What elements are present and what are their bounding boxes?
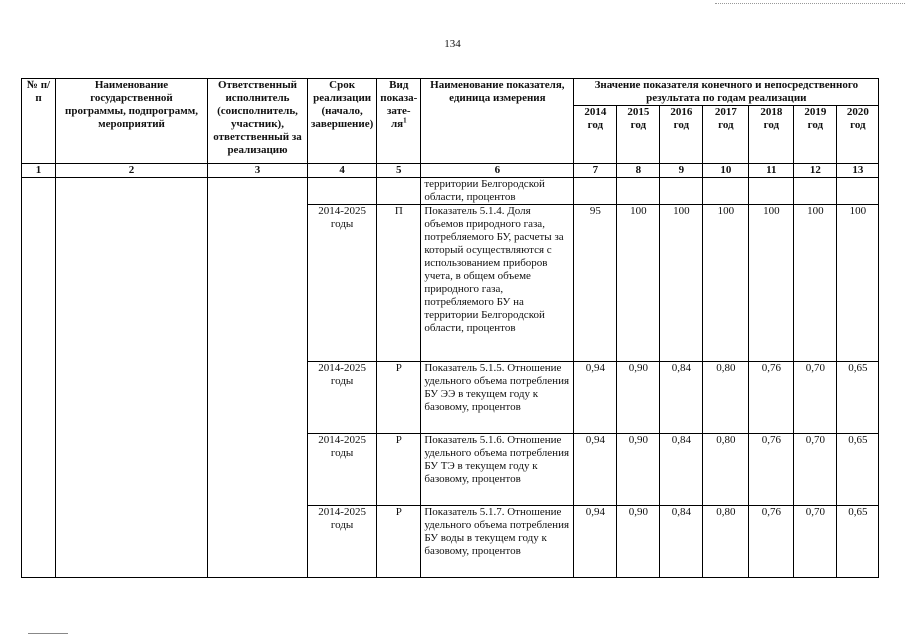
cell-indicator-type: П	[377, 205, 421, 362]
column-number-9: 10	[703, 164, 749, 178]
cell-value-2019: 0,70	[794, 362, 837, 434]
indicator-table	[21, 78, 879, 578]
cell-period: 2014-2025 годы	[308, 434, 377, 506]
page-number: 134	[444, 38, 461, 50]
header-year-4: 2018 год	[749, 106, 794, 164]
cell-value-2014: 95	[574, 205, 617, 362]
cell-value-2015	[617, 178, 660, 205]
cell-value-2017: 0,80	[703, 506, 749, 578]
cell-indicator-type: Р	[377, 362, 421, 434]
cell-value-2017: 0,80	[703, 362, 749, 434]
header-year-6: 2020 год	[837, 106, 879, 164]
column-number-10: 11	[749, 164, 794, 178]
cell-indicator-type: Р	[377, 434, 421, 506]
cell-value-2016: 0,84	[660, 506, 703, 578]
header-period: Срок реализации (начало, завершение)	[308, 79, 377, 164]
header-executor: Ответственный исполнитель (соисполнитель, участник), ответственный за реализацию	[208, 79, 308, 164]
header-program-name: Наименование государственной программы, подпрограмм, мероприятий	[56, 79, 208, 164]
cell-indicator-name: территории Белгородской области, процентов	[421, 178, 574, 205]
cell-value-2020: 0,65	[837, 506, 879, 578]
header-num: № п/п	[22, 79, 56, 164]
table-row	[22, 178, 879, 205]
header-year-3: 2017 год	[703, 106, 749, 164]
table-body	[22, 178, 879, 578]
column-number-12: 13	[837, 164, 879, 178]
cell-value-2015: 0,90	[617, 434, 660, 506]
cell-value-2016: 0,84	[660, 362, 703, 434]
scan-edge-mark	[715, 0, 905, 4]
cell-value-2015: 0,90	[617, 362, 660, 434]
column-number-1: 2	[56, 164, 208, 178]
cell-value-2017: 0,80	[703, 434, 749, 506]
cell-period: 2014-2025 годы	[308, 362, 377, 434]
cell-program-empty	[56, 178, 208, 578]
column-number-4: 5	[377, 164, 421, 178]
footnote-mark: 1	[403, 116, 407, 125]
cell-value-2020: 0,65	[837, 434, 879, 506]
header-row-1	[22, 79, 879, 106]
column-number-7: 8	[617, 164, 660, 178]
cell-value-2018: 0,76	[749, 506, 794, 578]
column-number-6: 7	[574, 164, 617, 178]
cell-value-2014: 0,94	[574, 506, 617, 578]
cell-value-2020: 0,65	[837, 362, 879, 434]
cell-value-2016	[660, 178, 703, 205]
cell-value-2019: 100	[794, 205, 837, 362]
column-number-8: 9	[660, 164, 703, 178]
cell-value-2015: 0,90	[617, 506, 660, 578]
header-year-5: 2019 год	[794, 106, 837, 164]
cell-value-2018: 100	[749, 205, 794, 362]
header-year-0: 2014 год	[574, 106, 617, 164]
cell-indicator-type	[377, 178, 421, 205]
cell-value-2020	[837, 178, 879, 205]
column-number-2: 3	[208, 164, 308, 178]
cell-value-2015: 100	[617, 205, 660, 362]
cell-value-2018: 0,76	[749, 362, 794, 434]
cell-value-2014: 0,94	[574, 362, 617, 434]
header-values-group: Значение показателя конечного и непосредственного результата по годам реализации	[574, 79, 879, 106]
column-numbers-row	[22, 164, 879, 178]
header-indicator-name: Наименование показателя, единица измерения	[421, 79, 574, 164]
cell-indicator-name: Показатель 5.1.5. Отношение удельного объема потребления БУ ЭЭ в текущем году к базовому, процентов	[421, 362, 574, 434]
column-number-5: 6	[421, 164, 574, 178]
cell-value-2019: 0,70	[794, 434, 837, 506]
header-indicator-type-label: Вид показа-зате-ля	[380, 79, 418, 130]
cell-executor-empty	[208, 178, 308, 578]
header-year-1: 2015 год	[617, 106, 660, 164]
cell-value-2014	[574, 178, 617, 205]
cell-period: 2014-2025 годы	[308, 506, 377, 578]
cell-value-2016: 0,84	[660, 434, 703, 506]
header-year-2: 2016 год	[660, 106, 703, 164]
cell-indicator-name: Показатель 5.1.6. Отношение удельного объема потребления БУ ТЭ в текущем году к базовому, процентов	[421, 434, 574, 506]
column-number-0: 1	[22, 164, 56, 178]
cell-value-2014: 0,94	[574, 434, 617, 506]
cell-value-2020: 100	[837, 205, 879, 362]
column-number-3: 4	[308, 164, 377, 178]
cell-num-empty	[22, 178, 56, 578]
cell-indicator-name: Показатель 5.1.4. Доля объемов природного газа, потребляемого БУ, расчеты за который осуществляются с использованием приборов учета, в общем объеме природного газа, потребляемого БУ на территории Белгородской области, процентов	[421, 205, 574, 362]
cell-indicator-type: Р	[377, 506, 421, 578]
cell-value-2018	[749, 178, 794, 205]
cell-value-2018: 0,76	[749, 434, 794, 506]
header-indicator-type	[377, 79, 421, 164]
cell-period	[308, 178, 377, 205]
cell-value-2017	[703, 178, 749, 205]
column-number-11: 12	[794, 164, 837, 178]
cell-period: 2014-2025 годы	[308, 205, 377, 362]
cell-value-2019: 0,70	[794, 506, 837, 578]
cell-value-2017: 100	[703, 205, 749, 362]
cell-value-2019	[794, 178, 837, 205]
cell-indicator-name: Показатель 5.1.7. Отношение удельного объема потребления БУ воды в текущем году к базовому, процентов	[421, 506, 574, 578]
cell-value-2016: 100	[660, 205, 703, 362]
